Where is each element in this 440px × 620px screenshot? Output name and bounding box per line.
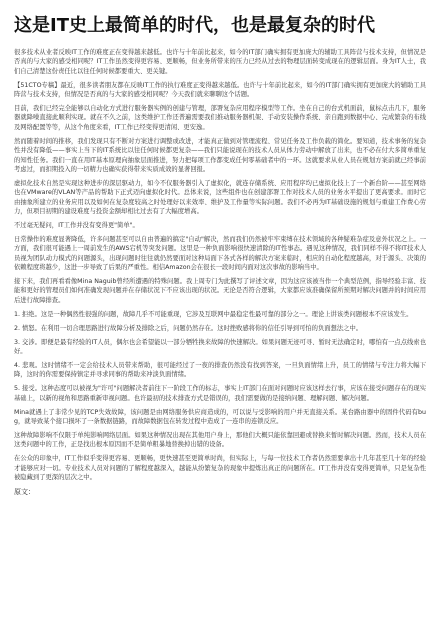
list-item: 5. 接受。这种态度可以被视为"许可"问题解决者前往下一阶段工作的标志，事实上IT部门在面对问题时应该这样去行事，应该在接受问题存在的现实基础上，以新的视角和思路重新审视问题。也许最初的技术排查方式是错误的，我们需要做的是接纳问题、理解问题、解决问题。 [14, 385, 426, 402]
article-paragraph: 目前，我们已经完全能够以自动化方式进行服务器实例的创建与管理，部署复杂应用程序模型等工作。坐在自己的台式机面前，鼠标点击几下，服务器就降噪直接此顺利实现。就在不久之前，这类维护工作还普遍需要我们推动服务器机架、手动安装操作系统、亲自跑到数据中心、完成繁杂的布线及网络配置等等，从这个角度来看，IT工作已经变得更清闲、更安逸。 [14, 105, 426, 131]
article-paragraph: 很多技术从业者反映IT工作的难度正在变得越来越低。也许与十年前比起来，如今的IT部门确实拥有更加庞大的辅助工具阵营与技术支持，但情况是否真的与大家的感受相同呢？IT工作虽然变得更容易、更顺畅，但业务所带来的压力已经从过去的物理层面转变成现在的逻辑层面。身为IT人士，我们自己清楚这份责任比以往任何时候都要重大、更关键。 [14, 49, 426, 75]
source-label: 原文： [14, 487, 35, 496]
list-item: 3. 交涉。即便是最有经验的IT人员，偶尔也会希望能以一部分牺牲换来故障的快速解决。如果问题无迹可寻、暂时无法确定时，哪怕有一点点线索也好。 [14, 338, 426, 355]
article-paragraph: 这种故障影响不仅限于单纯影响网络层面。如果这种情况出现在其他用户身上，那他们大概只能依靠回避或替换来暂时解决问题。然而，技术人员在这类问题中的工作，正是找出根本原因而不是简单粗暴地替换掉出错的设备。 [14, 431, 426, 449]
article-paragraph: 虚拟化技术自然是实现这种进步的深层驱动力，如今不仅服务器引入了虚拟化，就连存储系统、应用程序均已虚拟化技上了一个新台阶——甚至网络也在VMware的VLAN等产品的帮助下正式迈向虚拟化时代。总体来说，这些组件也在创建部署工作对技术人员的业务水平提出了更高要求。而时它由抽象所建立的业务应用以及如何在复杂度较高之时处理好以来效率、维护及工作量等实际问题。我们不必再为IT基础设施的规划与重建工作费心劳力，但项目初期的建设难度与投资金额却相比过去有了大幅度增高。 [14, 179, 426, 216]
article-paragraph: 日常操作的难度显著降低，许多问题甚至可以自由普遍的搞定"自动"解决，然而我们仍然被牢牢束缚在技术领域的各种疑难杂症及意外状况之上。一方面，我们很可能遇上一周前发生的AWS宕机等突发问题。这里是一种负面影响很快速清除的IT性事态。遇见这种情况，我们同样不得不将IT技术人员视为团队动力模式的问题源头，出现问题时往往就仍然要面对这种局面下各式各样的解决方案来临时，相应的自动化程度越高，对于源头、决策的依赖程度将越少，这进一步导致了后果的严重性。相信Amazon会在很长一段时间内面对这次事故的影响当中。 [14, 235, 426, 272]
list-item: 1. 拒绝。这是一种偶然性很强的问题，故障几乎不可能重现，它涉及互联网中最稳定性最可靠的部分之一。理论上讲该类问题根本不应该发生。 [14, 310, 413, 318]
article-paragraph: 【51CTO专稿】最近，很多读者朋友都在反映IT工作的执行难度正变得越来越低。也许与十年前比起来，如今的IT部门确实拥有更加庞大的辅助工具阵营与技术支持，但情况是否真的与大家的感受相同呢？今天我们就来聊聊这个话题。 [14, 81, 426, 99]
article-paragraph: 不过毫无疑问，IT工作并没有变得更"简单"。 [14, 222, 139, 229]
article-paragraph: 然而随着时间的推移，我们发现只有不断对方案进行调整或改进，才能真正做到对管理流程、常见任务及工作负载的简化。要知道，技术事务的复杂性并没有降低——事实上当下的IT系统比以往任何时候都更复杂——我们只能说现在的技术人员从体力劳动中解放了出来，也不必在付大多简单重复的知性任务。我们一直在用IT基本原理向抽象层面推进，努力把每项工作都变成任何零基础者中的一环。这就要求从业人员在规划方案前就已经事前考虑过，而扣期投入的一切精力也确实获得带来实质成效的显著回报。 [14, 137, 426, 173]
article-paragraph: Mina就遇上了非常少见的TCP失效故障，该问题是由网络服务供应商造成的，可以说与受影响的用户并无直接关系。某台路由器中的固件代码有bug，就导致某个接口损坏了一条数据链路，而故障数据包在转发过程中造成了一连串的连锁反应。 [14, 408, 426, 425]
article-title: 这是IT史上最简单的时代，也是最复杂的时代 [14, 15, 375, 36]
article-paragraph: 在公众的印象中，IT工作似乎变得更容易、更顺畅，更快速甚至更简单时尚，但实际上，与每一位技术工作者仍然需要拿出十几年甚至几十年的经验才能够应对一切。专业技术人员对问题的了解程度越深入，越能从纷繁复杂的现象中提炼出真正的问题所在。IT工作并没有变得更简单，只是复杂性被隐藏到了更深的层次之中。 [14, 455, 426, 481]
list-item: 2. 愤怒。在利用一切合理思路进行故障分析及排除之后，问题仍然存在。这时挫败感将你的信任引导到可怕的负面想法之中。 [14, 324, 363, 332]
list-item: 4. 悲观。这时情绪不一定会给技术人员带来帮助，很可能经过了一夜的排查仍然没有找到答案，一旦负面情绪上升，员工的情绪与专注力将大幅下降，这时的你需要保持镇定并寻求同事的帮助来冲淡负面情绪。 [14, 361, 426, 379]
article-paragraph: 接下来，我们再看看像Mina Naguib曾经所遭遇的特殊问题。我上周专门为此撰写了评述文章，因为这应该被当作一个典型范例，指导经验丰富、技能和更好的管理员们如何准确发现问题并在存储状况下不应该出现的状况。无论是否符合逻辑，大家都应该准确保留所预期对解决问题并的时间应用后进行故障排查。 [14, 278, 426, 304]
